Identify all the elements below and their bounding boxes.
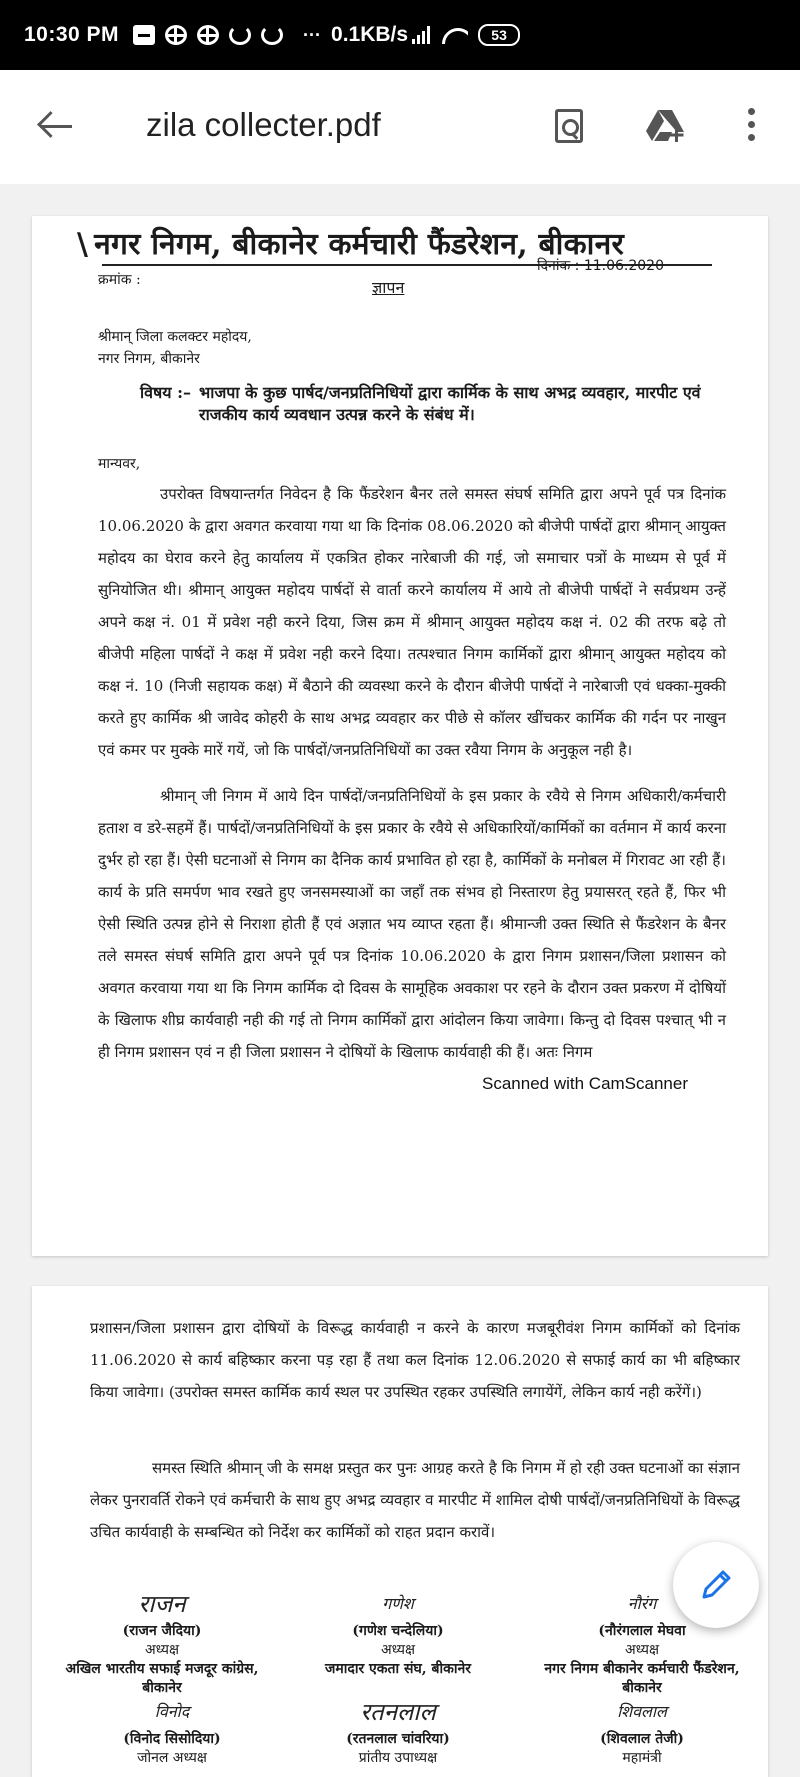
sync-icon (229, 25, 251, 45)
subject-text: भाजपा के कुछ पार्षद/जनप्रतिनिधियों द्वारा कार्मिक के साथ अभद्र व्यवहार, मारपीट एवं राजकीय कार्य व्यवधान उत्पन्न करने के संबंध में। (199, 383, 701, 424)
signatory-role: अध्यक्ष (624, 1642, 660, 1658)
signatory-role: अध्यक्ष (380, 1642, 416, 1658)
body-paragraph: उपरोक्त विषयान्तर्गत निवेदन है कि फैंडरेशन बैनर तले समस्त संघर्ष समिति द्वारा अपने पूर्व पत्र दिनांक 10.06.2020 के द्वारा अवगत करवाया गया था कि दिनांक 08.06.2020 को बीजेपी पार्षदों द्वारा श्रीमान् आयुक्त महोदय का घेराव करने हेतु कार्यालय में एकत्रित होकर नारेबाजी की गई, जो समाचार पत्रों के माध्यम से पूर्व में सुनियोजित थी। श्रीमान् आयुक्त महोदय पार्षदों से वार्ता करने कार्यालय में आये तो बीजेपी पार्षदों ने सर्वप्रथम उन्हें अपने कक्ष नं. 01 में प्रवेश नही करने दिया, जिस क्रम में श्रीमान् आयुक्त महोदय कक्ष नं. 02 की तरफ बढ़े तो बीजेपी महिला पार्षदों ने कक्ष में प्रवेश नही करने दिया। तत्पश्चात निगम कार्मिकों द्वारा श्रीमान् आयुक्त महोदय को कक्ष नं. 10 (निजी सहायक कक्ष) में बैठाने की व्यवस्था करने के दौरान बीजेपी पार्षदों ने नारेबाजी एवं धक्का-मुक्की करते हुए कार्मिक श्री जावेद कोहरी के साथ अभद्र व्यवहार कर पीछे से कॉलर खींचकर कार्मिक की गर्दन पर नाखुन एवं कमर पर मुक्के मारें गयें, जो कि पार्षदों/जनप्रतिनिधियों का उक्त रवैया निगम के अनुकूल नही है। (98, 485, 726, 759)
memo-heading: ज्ञापन (372, 278, 405, 297)
wifi-icon (442, 26, 468, 44)
add-to-drive-icon[interactable] (644, 108, 686, 144)
signal-icon (412, 26, 432, 44)
body-paragraph: प्रशासन/जिला प्रशासन द्वारा दोषियों के विरूद्ध कार्यवाही न करने के कारण मजबूरीवंश निगम कार्मिकों को दिनांक 11.06.2020 से कार्य बहिष्कार करना पड़ रहा हैं तथा कल दिनांक 12.06.2020 से सफाई कार्य का भी बहिष्कार किया जावेगा। (उपरोक्त समस्त कार्मिक कार्य स्थल पर उपस्थित रहकर उपस्थिति लगायेंगें, लेकिन कार्य नही करेंगें।) (90, 1319, 740, 1401)
pdf-page-2 (32, 1286, 768, 1777)
battery-icon: 53 (478, 24, 520, 46)
signatory-name: (राजन जैदिया) (122, 1623, 202, 1639)
addressee (98, 326, 498, 370)
pencil-icon (696, 1565, 736, 1605)
signatory-role: अध्यक्ष (144, 1642, 180, 1658)
more-vert-icon[interactable] (748, 108, 756, 144)
subject-label: विषय :– (140, 383, 192, 402)
more-notifications-indicator: ··· (303, 24, 322, 45)
data-rate: 0.1KB/s (331, 23, 409, 46)
clock: 10:30 PM (24, 23, 120, 46)
signatory-organization: जमादार एकता संघ, बीकानेर (325, 1661, 471, 1677)
edit-button[interactable] (673, 1542, 759, 1628)
sync-icon (261, 25, 283, 45)
grid-icon (165, 25, 187, 45)
scanner-watermark: Scanned with CamScanner (482, 1074, 689, 1093)
letter-date: दिनांक : 11.06.2020 (537, 258, 664, 274)
document-title: zila collecter.pdf (146, 106, 381, 143)
salutation: मान्यवर, (98, 456, 141, 472)
signatory-role: महामंत्री (622, 1750, 662, 1766)
signature-block (298, 1694, 498, 1768)
find-in-document-icon[interactable] (555, 109, 583, 143)
handwritten-signature: रतनलाल (360, 1698, 436, 1726)
handwritten-signature: नौरंग (627, 1594, 657, 1613)
grid-icon (197, 25, 219, 45)
signature-block (62, 1586, 262, 1698)
signature-block (542, 1694, 742, 1768)
app-bar (0, 70, 800, 184)
signature-block (72, 1694, 272, 1768)
arrow-left-icon[interactable] (38, 110, 74, 142)
addressee-line: नगर निगम, बीकानेर (98, 351, 200, 367)
signatory-name: (नौरंगलाल मेघवा (598, 1623, 686, 1639)
reference-number-label: क्रमांक : (98, 272, 141, 288)
handwritten-signature: विनोद (154, 1702, 190, 1721)
signatory-name: (गणेश चन्देलिया) (352, 1623, 444, 1639)
signatory-organization: नगर निगम बीकानेर कर्मचारी फैंडरेशन, बीकानेर (544, 1661, 740, 1696)
handwritten-signature: राजन (138, 1590, 186, 1618)
signatory-name: (रतनलाल चांवरिया) (346, 1731, 450, 1747)
subject (140, 382, 730, 426)
status-bar (0, 0, 800, 70)
signature-block (298, 1586, 498, 1679)
signatory-organization: अखिल भारतीय सफाई मजदूर कांग्रेस, बीकानेर (65, 1661, 259, 1696)
addressee-line: श्रीमान् जिला कलक्टर महोदय, (98, 329, 252, 345)
chat-icon (133, 25, 155, 45)
signatory-name: (शिवलाल तेजी) (600, 1731, 684, 1747)
signatory-name: (विनोद सिसोदिया) (123, 1731, 221, 1747)
handwritten-signature: गणेश (382, 1594, 414, 1613)
pdf-page-1 (32, 216, 768, 1256)
handwritten-signature: शिवलाल (617, 1702, 667, 1721)
body-paragraph: समस्त स्थिति श्रीमान् जी के समक्ष प्रस्तुत कर पुनः आग्रह करते है कि निगम में हो रही उक्त घटनाओं का संज्ञान लेकर पुनरावर्ति रोकने एवं कर्मचारी के साथ हुए अभद्र व्यवहार व मारपीट में शामिल दोषी पार्षदों/जनप्रतिनिधियों के विरूद्ध उचित कार्यवाही के सम्बन्धित को निर्देश कर कार्मिकों को राहत प्रदान करावें। (90, 1459, 740, 1541)
signatory-role: जोनल अध्यक्ष (137, 1750, 207, 1766)
body-paragraph: श्रीमान् जी निगम में आये दिन पार्षदों/जनप्रतिनिधियों के इस प्रकार के रवैये से निगम अधिकारी/कर्मचारी हताश व डरे-सहमें हैं। पार्षदों/जनप्रतिनिधियों के इस प्रकार के रवैये से अधिकारियों/कार्मिकों का वर्तमान में कार्य करना दुर्भर हो रहा हैं। ऐसी घटनाओं से निगम का दैनिक कार्य प्रभावित हो रहा है, कार्मिकों के मनोबल में गिरावट आ रही हैं। कार्य के प्रति समर्पण भाव रखते हुए जनसमस्याओं का जहॉं तक संभव हो निस्तारण हेतु प्रयासरत् रहते हैं, फिर भी ऐसी स्थिति उत्पन्न होने से निराशा होती हैं एवं अज्ञात भय व्याप्त रहता हैं। श्रीमान्जी उक्त स्थिति से फैंडरेशन के बैनर तले समस्त संघर्ष समिति द्वारा अपने पूर्व पत्र दिनांक 10.06.2020 के द्वारा निगम प्रशासन/जिला प्रशासन को अवगत करवाया गया था कि निगम कार्मिक दो दिवस के सामूहिक अवकाश पर रहने के दौरान उक्त प्रकरण में दोषियों के खिलाफ शीघ्र कार्यवाही नही की गई तो निगम कार्मिकों द्वारा आंदोलन किया जावेगा। किन्तु दो दिवस पश्चात् भी न ही निगम प्रशासन एवं न ही जिला प्रशासन ने दोषियों के खिलाफ कार्यवाही की हैं। अतः निगम (98, 787, 726, 1061)
letterhead-title: \ नगर निगम, बीकानेर कर्मचारी फैंडरेशन, बीकानर (77, 222, 624, 263)
signatory-role: प्रांतीय उपाध्यक्ष (358, 1750, 438, 1766)
